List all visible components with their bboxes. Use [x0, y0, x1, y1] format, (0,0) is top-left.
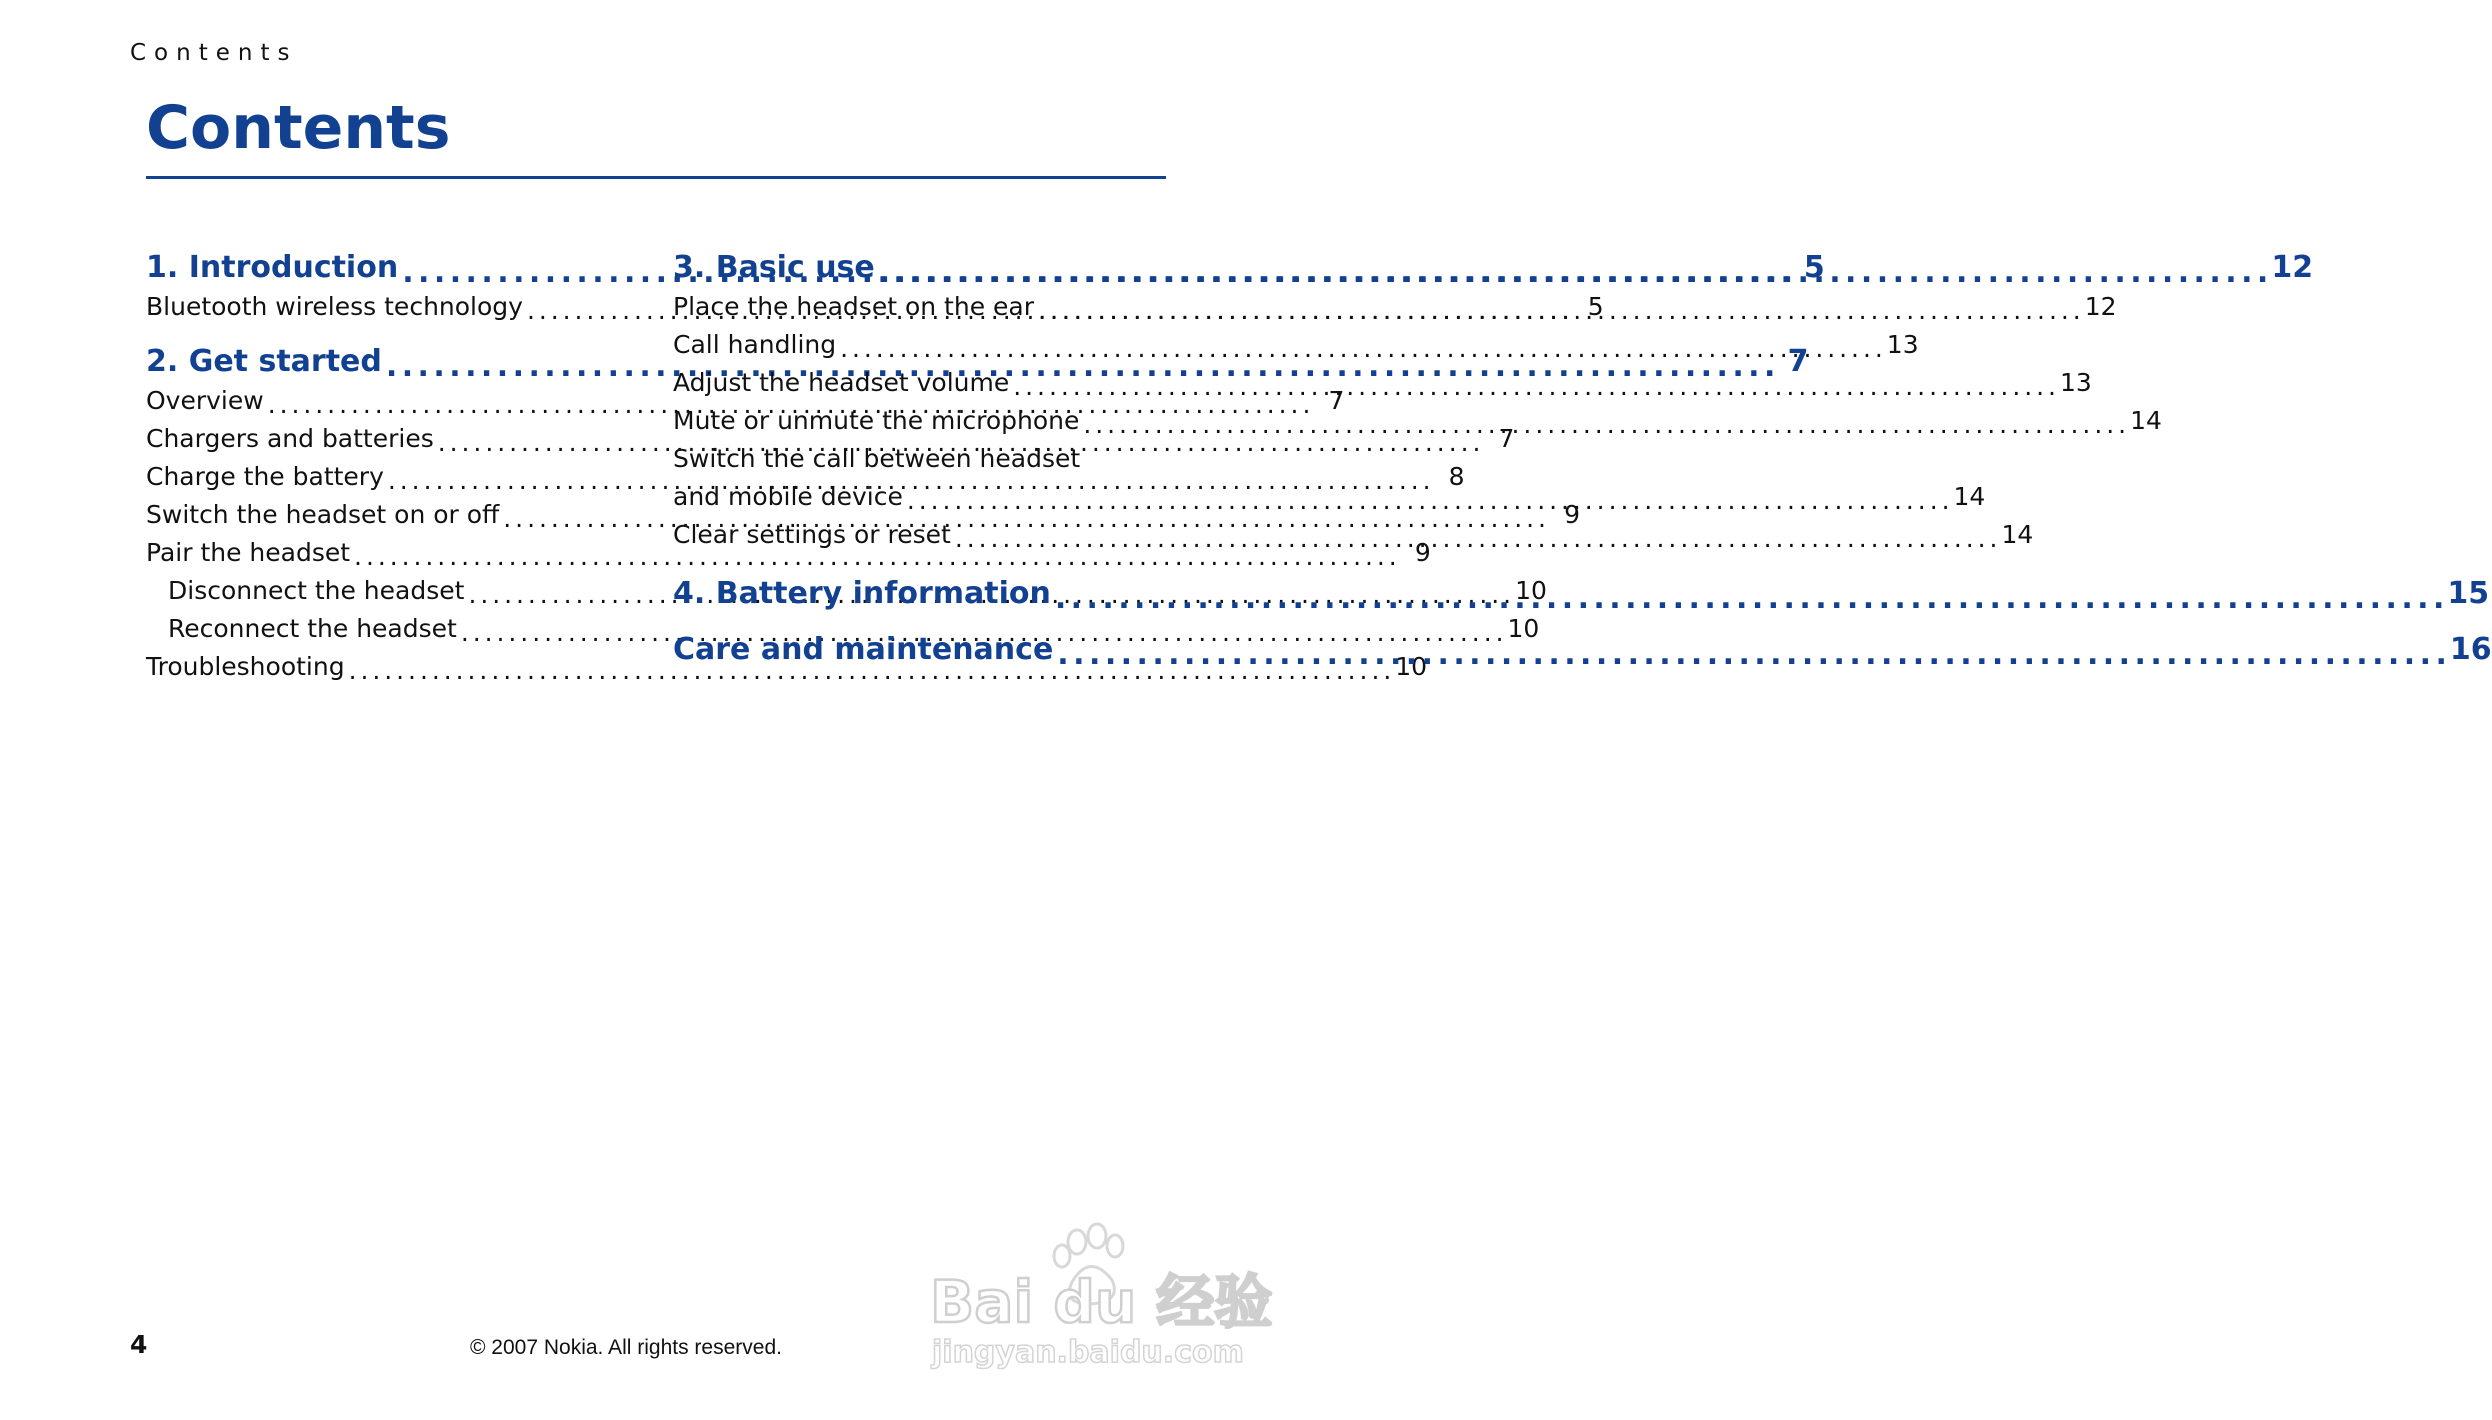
toc-page: 14 — [2130, 406, 2162, 435]
toc-entry[interactable] — [673, 364, 2092, 402]
page-number: 4 — [130, 1330, 148, 1359]
toc-label: 3. Basic use — [673, 250, 875, 285]
toc-label: 1. Introduction — [146, 250, 399, 285]
toc-page: 8 — [1448, 462, 1465, 491]
copyright-notice: © 2007 Nokia. All rights reserved. — [470, 1336, 782, 1359]
baidu-watermark-logo — [922, 1222, 1273, 1372]
toc-entry[interactable] — [673, 326, 1919, 364]
toc-chapter-basic-use[interactable] — [673, 248, 2314, 288]
toc-label: Care and maintenance — [673, 632, 1054, 667]
leader-dots — [1038, 292, 2079, 317]
toc-label: 4. Battery information — [673, 576, 1051, 611]
leader-dots — [1013, 368, 2054, 393]
toc-label: Mute or unmute the microphone — [673, 406, 1080, 435]
title-rule — [146, 176, 1166, 179]
watermark-text-logo: Bai du 经验 — [930, 1268, 1273, 1336]
toc-label: Chargers and batteries — [146, 424, 434, 453]
leader-dots — [879, 253, 2266, 283]
toc-page: 13 — [1886, 330, 1919, 359]
toc-page: 12 — [2084, 292, 2117, 321]
toc-label: Disconnect the headset — [168, 576, 465, 605]
toc-label: Overview — [146, 386, 264, 415]
leader-dots — [907, 482, 1948, 507]
toc-page: 5 — [1587, 292, 1604, 321]
toc-page: 7 — [1328, 386, 1345, 415]
running-head: Contents — [130, 40, 298, 66]
leader-dots — [1083, 406, 2124, 431]
toc-label: and mobile device — [673, 482, 903, 511]
toc-page: 10 — [1507, 614, 1540, 643]
toc-page: 7 — [1787, 344, 1809, 379]
toc-page: 7 — [1498, 424, 1515, 453]
toc-entry-nested[interactable] — [146, 610, 1540, 648]
toc-page: 5 — [1803, 250, 1825, 285]
toc-entry[interactable] — [673, 478, 1986, 516]
toc-entry[interactable] — [673, 402, 2162, 440]
toc-page: 14 — [1953, 482, 1986, 511]
toc-page: 9 — [1564, 500, 1580, 529]
toc-page: 10 — [1515, 576, 1547, 605]
toc-label-line1[interactable]: Switch the call between headset — [673, 444, 1081, 473]
leader-dots — [1055, 579, 2442, 609]
toc-label: Call handling — [673, 330, 837, 359]
toc-label: Adjust the headset volume — [673, 368, 1010, 397]
toc-page: 10 — [1395, 652, 1428, 681]
page-title: Contents — [146, 93, 451, 163]
watermark-text-url: jingyan.baidu.com — [932, 1335, 1244, 1370]
toc-label: Reconnect the headset — [168, 614, 457, 643]
leader-dots — [1057, 635, 2444, 665]
leader-dots — [955, 520, 1996, 545]
toc-page: 9 — [1414, 538, 1431, 567]
toc-label: Pair the headset — [146, 538, 351, 567]
toc-page: 15 — [2447, 576, 2490, 611]
toc-label: Troubleshooting — [146, 652, 345, 681]
toc-page: 14 — [2001, 520, 2034, 549]
toc-entry[interactable] — [673, 288, 2117, 326]
toc-label: Place the headset on the ear — [673, 292, 1034, 321]
toc-label: Clear settings or reset — [673, 520, 951, 549]
toc-entry[interactable] — [673, 516, 2034, 554]
leader-dots — [840, 330, 1881, 355]
toc-label: Charge the battery — [146, 462, 384, 491]
toc-label: Switch the headset on or off — [146, 500, 500, 529]
toc-page: 13 — [2059, 368, 2092, 397]
toc-label: 2. Get started — [146, 344, 382, 379]
toc-page: 16 — [2449, 632, 2492, 667]
toc-page: 12 — [2271, 250, 2314, 285]
toc-label: Bluetooth wireless technology — [146, 292, 523, 321]
